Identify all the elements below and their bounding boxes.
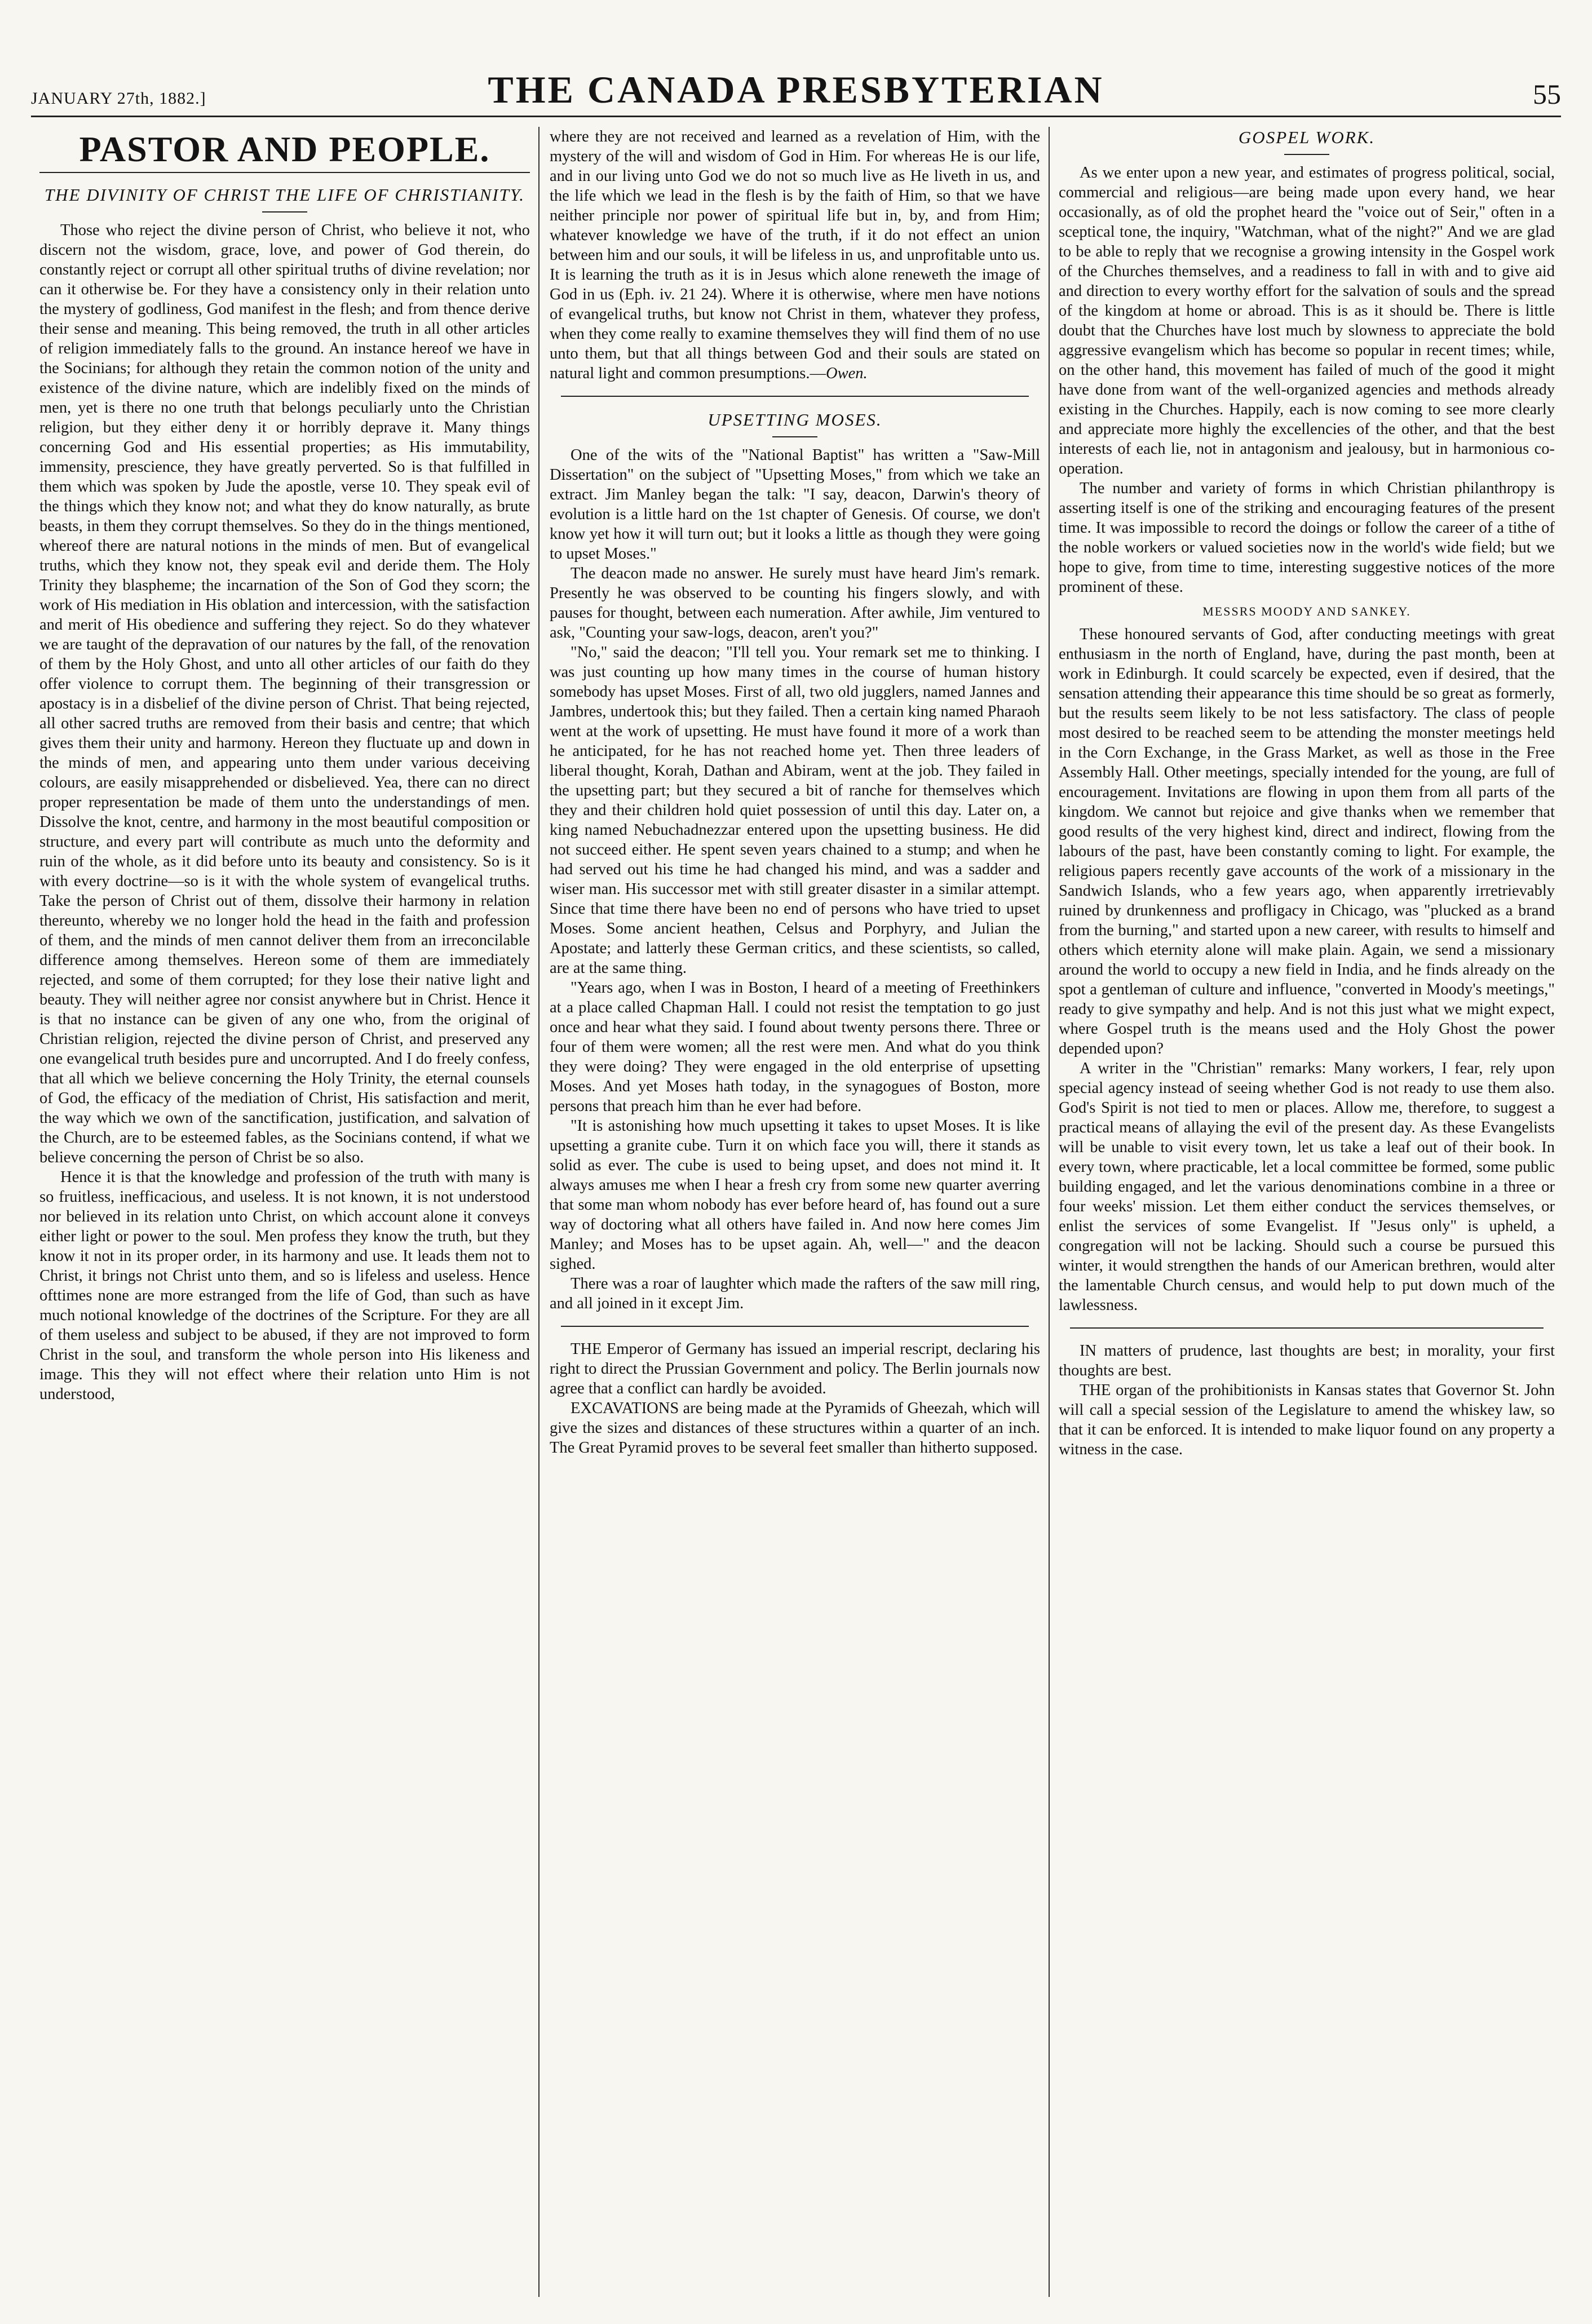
article-divider	[1070, 1327, 1544, 1329]
news-note: EXCAVATIONS are being made at the Pyramids of Gheezah, which will give the sizes and distances of these structures within a quarter of an inch. The Great Pyramid proves to be several feet smaller than hitherto supposed.	[550, 1400, 1040, 1457]
paragraph: As we enter upon a new year, and estimates of progress political, social, commercial and religious—are being made upon every hand, we hear occasionally, as of old the prophet heard the "voice out of Seir," often in a sceptical tone, the inquiry, "Watchman, what of the night?" And we are glad to be able to reply that we recognise a growing intensity in the Gospel work of the Churches themselves, and a readiness to fall in with and to give aid and direction to every worthy effort for the salvation of souls and the spread of the kingdom at home or abroad. This is as it should be. There is little doubt that the Churches have lost much by slowness to appreciate the bold aggressive evangelism which has become so popular in recent times; while, on the other hand, this movement has failed of much of the good it might have done from want of the well-organized agencies and methods already existing in the Churches. Happily, each is now coming to see more clearly and appreciate more highly the excellencies of the other, and that the best interests of each lie, not in antagonism and jealousy, but in harmonious co-operation.	[1059, 164, 1555, 477]
paragraph: One of the wits of the "National Baptist" has written a "Saw-Mill Dissertation" on the subject of "Upsetting Moses," from which we take an extract. Jim Manley began the talk: "I say, deacon, Darwin's theory of evolution is a little hard on the 1st chapter of Genesis. Of course, we don't know yet how it will turn out; but it looks a little as though they were going to upset Moses."	[550, 446, 1040, 563]
paragraph: "Years ago, when I was in Boston, I heard of a meeting of Freethinkers at a place called Chapman Hall. I could not resist the temptation to go just once and hear what they said. I found about twenty persons there. Three or four of them were women; all the rest were men. And what do you think they were doing? They were engaged in the old enterprise of upsetting Moses. And yet Moses hath today, in the synagogues of Boston, more persons that preach him than he ever had before.	[550, 979, 1040, 1115]
title-divider	[772, 436, 817, 437]
article-title: GOSPEL WORK.	[1238, 127, 1376, 147]
news-note: IN matters of prudence, last thoughts are best; in morality, your first thoughts are best.	[1059, 1342, 1555, 1379]
paragraph-text: where they are not received and learned as a revelation of Him, with the mystery of the will and wisdom of God in Him. For whereas He is our life, and in our living unto God we do not so much live as He liveth in us, and the life which we lead in the flesh is by the faith of Him, so that we have neither principle nor power of spiritual life but in, by, and from Him; whatever knowledge we have of the truth, if it do not effect an union between him and our souls, it will be lifeless in us, and unprofitable unto us. It is learning the truth as it is in Jesus which alone reneweth the image of God in us (Eph. iv. 21 24). Where it is otherwise, where men have notions of evangelical truths, but know not Christ in them, whatever they profess, when they come really to examine themselves they will find them of no use unto them, but that all things between God and their souls are stated on natural light and common presumptions.—	[550, 128, 1040, 382]
paragraph: "It is astonishing how much upsetting it takes to upset Moses. It is like upsetting a granite cube. Turn it on which face you will, there it stands as solid as ever. The cube is used to being upset, and does not mind it. It always amuses me when I hear a fresh cry from some new quarter averring that some man whom nobody has ever before heard of, has found out a sure way of doctoring what all others have failed in. And now here comes Jim Manley; and Moses has to be upset again. Ah, well—" and the deacon sighed.	[550, 1117, 1040, 1273]
paragraph: These honoured servants of God, after conducting meetings with great enthusiasm in the north of England, have, during the past month, been at work in Edinburgh. It could scarcely be expected, even if desired, that the sensation attending their appearance this time should be so great as formerly, but the results seem likely to be not less satisfactory. The class of people most desired to be reached seem to be attending the monster meetings held in the Corn Exchange, in the Grass Market, as well as those in the Free Assembly Hall. Other meetings, specially intended for the young, are full of encouragement. Invitations are flowing in upon them from all parts of the kingdom. We cannot but rejoice and give thanks when we remember that good results of the very highest kind, direct and indirect, flowing from the labours of the past, have been constantly coming to light. For example, the religious papers recently gave accounts of the work of a missionary in the Sandwich Islands, who a few years ago, when apparently irretrievably ruined by drunkenness and profligacy in Chicago, was "plucked as a brand from the burning," and started upon a new career, with results to himself and others which eternity alone will make plain. Again, we send a missionary around the world to occupy a new field in India, and he finds already on the spot a gentleman of culture and influence, "converted in Moody's meetings," ready to give sympathy and help. And is not this just what we might expect, where Gospel truth is the means used and the Holy Ghost the power depended upon?	[1059, 626, 1555, 1057]
paragraph: Those who reject the divine person of Christ, who believe it not, who discern not the wisdom, grace, love, and power of God therein, do constantly reject or corrupt all other spiritual truths of divine revelation; nor can it otherwise be. For they have a consistency only in their relation unto the mystery of godliness, God manifest in the flesh; and from thence derive their sense and meaning. This being removed, the truth in all other articles of religion immediately falls to the ground. An instance hereof we have in the Socinians; for although they retain the common notion of the unity and existence of the divine nature, which are indelibly fixed on the minds of men, yet is there no one truth that belongs peculiarly unto the Christian religion, but they either deny it or horribly deprave it. Many things concerning God and His essential properties; as His immutability, immensity, prescience, they have greatly perverted. So is that fulfilled in them which was spoken by Jude the apostle, verse 10. They speak evil of the things which they know not; and what they do know naturally, as brute beasts, in them they corrupt themselves. So they do in the things mentioned, whereof there are natural notions in the minds of men. But of evangelical truths, which they know not, they speak evil and deride them. The Holy Trinity they blaspheme; the incarnation of the Son of God they scorn; the work of His mediation in His oblation and intercession, with the satisfaction and merit of His obedience and suffering they reject. So do they whatever we are taught of the depravation of our natures by the fall, of the renovation of them by the Holy Ghost, and unto all other articles of our faith do they offer violence to corrupt them. The beginning of their transgression or apostacy is in a disbelief of the divine person of Christ. That being rejected, all other sacred truths are removed from their basis and centre; that which gives them their unity and harmony. Hereon they fluctuate up and down in the minds of men, and appearing unto them under various deceiving colours, are easily misapprehended or disbelieved. Yea, there can no direct proper representation be made of them unto the understandings of men. Dissolve the knot, centre, and harmony in the most beautiful composition or structure, and every part will contribute as much unto the deformity and ruin of the whole, as it did before unto its beauty and consistency. So is it with every doctrine—so is it with the whole system of evangelical truths. Take the person of Christ out of them, dissolve their harmony in relation thereunto, whereby we no longer hold the head in the faith and profession of them, and the minds of men cannot deliver them from an irreconcilable difference among themselves. Hereon some of them are immediately rejected, and some of them corrupted; for they lose their native light and beauty. They will neither agree nor consist anywhere but in Christ. Hence it is that no instance can be given of any one who, from the original of Christian religion, rejected the divine person of Christ, and preserved any one evangelical truth besides pure and uncorrupted. And I do freely confess, that all which we believe concerning the Holy Trinity, the eternal counsels of God, the efficacy of the mediation of Christ, His satisfaction and merit, the way which we own of the sanctification, justification, and salvation of the Church, are to be esteemed fables, as the Socinians contend, if what we believe concerning the person of Christ be so also.	[39, 222, 530, 1166]
title-divider	[1284, 154, 1329, 155]
paragraph: "No," said the deacon; "I'll tell you. Your remark set me to thinking. I was just counting up how many times in the course of human history somebody has upset Moses. First of all, two old jugglers, named Jannes and Jambres, undertook this; but they failed. Then a certain king named Pharaoh went at the work of upsetting. He must have found it more of a work than he anticipated, for he has not reached home yet. Then three leaders of liberal thought, Korah, Dathan and Abiram, went at the job. They failed in the upsetting part; but they secured a bit of ranche for themselves which they and their children hold quiet possession of until this day. Later on, a king named Nebuchadnezzar entered upon the upsetting business. He did not succeed either. He spent seven years chained to a stump; and when he had served out his time he had changed his mind, and was a sadder and wiser man. His successor met with still greater disaster in a similar attempt. Since that time there have been no end of persons who have tried to upset Moses. Some ancient heathen, Celsus and Porphyry, and Julian the Apostate; and latterly these German critics, and these scientists, so called, are at the same thing.	[550, 644, 1040, 977]
column-divider	[1049, 127, 1050, 2297]
article-title: THE DIVINITY OF CHRIST THE LIFE OF CHRISTIANITY.	[44, 185, 525, 205]
masthead	[31, 62, 1561, 117]
title-divider	[262, 211, 307, 213]
article-divider	[561, 1326, 1029, 1327]
news-note: THE organ of the prohibitionists in Kansas states that Governor St. John will call a special session of the Legislature to amend the whiskey law, so that it can be enforced. It is intended to make liquor found on any property a witness in the case.	[1059, 1382, 1555, 1458]
article-title: UPSETTING MOSES.	[707, 410, 882, 430]
issue-date: JANUARY 27th, 1882.]	[31, 89, 206, 108]
paragraph	[550, 127, 1040, 383]
column-divider	[538, 127, 539, 2297]
paragraph: Hence it is that the knowledge and profession of the truth with many is so fruitless, inefficacious, and useless. It is not known, it is not understood nor believed in its relation unto Christ, on which account alone it conveys either light or power to the soul. Men profess they know the truth, but they know it not in its proper order, in its harmony and use. It leads them not to Christ, it brings not Christ unto them, and so is lifeless and useless. Hence ofttimes none are more estranged from the life of God, than such as have much notional knowledge of the doctrines of the Scripture. For they are all of them useless and subject to be abused, if they are not improved to form Christ in the soul, and transform the whole person into His likeness and image. This they will not effect where their relation unto Him is not understood,	[39, 1168, 530, 1403]
paragraph: The deacon made no answer. He surely must have heard Jim's remark. Presently he was observed to be counting his fingers slowly, and with pauses for thought, between each numeration. After awhile, Jim ventured to ask, "Counting your saw-logs, deacon, aren't you?"	[550, 565, 1040, 641]
section-heading: PASTOR AND PEOPLE.	[39, 127, 530, 173]
paragraph: A writer in the "Christian" remarks: Many workers, I fear, rely upon special agency instead of seeing whether God is not ready to use them also. God's Spirit is not tied to men or places. Allow me, therefore, to suggest a practical means of allaying the evil of the present day. As these Evangelists will be unable to visit every town, let us take a leaf out of their book. In every town, where practicable, let a local committee be formed, some public building engaged, and let the various denominations combine in a three or four weeks' mission. Let them either conduct the services themselves, or enlist the services of some Evangelist. If "Jesus only" is upheld, a congregation will not be lacking. Should such a course be pursued this winter, it would strengthen the hands of our American brethren, would alter the lamentable Church census, and would help to put down much of the lawlessness.	[1059, 1060, 1555, 1314]
column-2	[550, 127, 1040, 2297]
author-signature: Owen.	[825, 365, 868, 382]
newspaper-title: THE CANADA PRESBYTERIAN	[488, 68, 1104, 111]
paragraph: The number and variety of forms in which Christian philanthropy is asserting itself is one of the striking and encouraging features of the present time. It was impossible to record the doings or follow the career of a tithe of the noble workers or valued societies now in the world's wide field; but we hope to give, from time to time, interesting suggestive notices of the more prominent of these.	[1059, 480, 1555, 596]
subheading: MESSRS MOODY AND SANKEY.	[1202, 604, 1411, 618]
column-1	[39, 127, 530, 2297]
news-note: THE Emperor of Germany has issued an imperial rescript, declaring his right to direct the Prussian Government and policy. The Berlin journals now agree that a conflict can hardly be avoided.	[550, 1340, 1040, 1397]
article-divider	[561, 396, 1029, 397]
paragraph: There was a roar of laughter which made the rafters of the saw mill ring, and all joined in it except Jim.	[550, 1275, 1040, 1312]
page-number: 55	[1533, 78, 1561, 110]
column-3	[1059, 127, 1555, 2297]
